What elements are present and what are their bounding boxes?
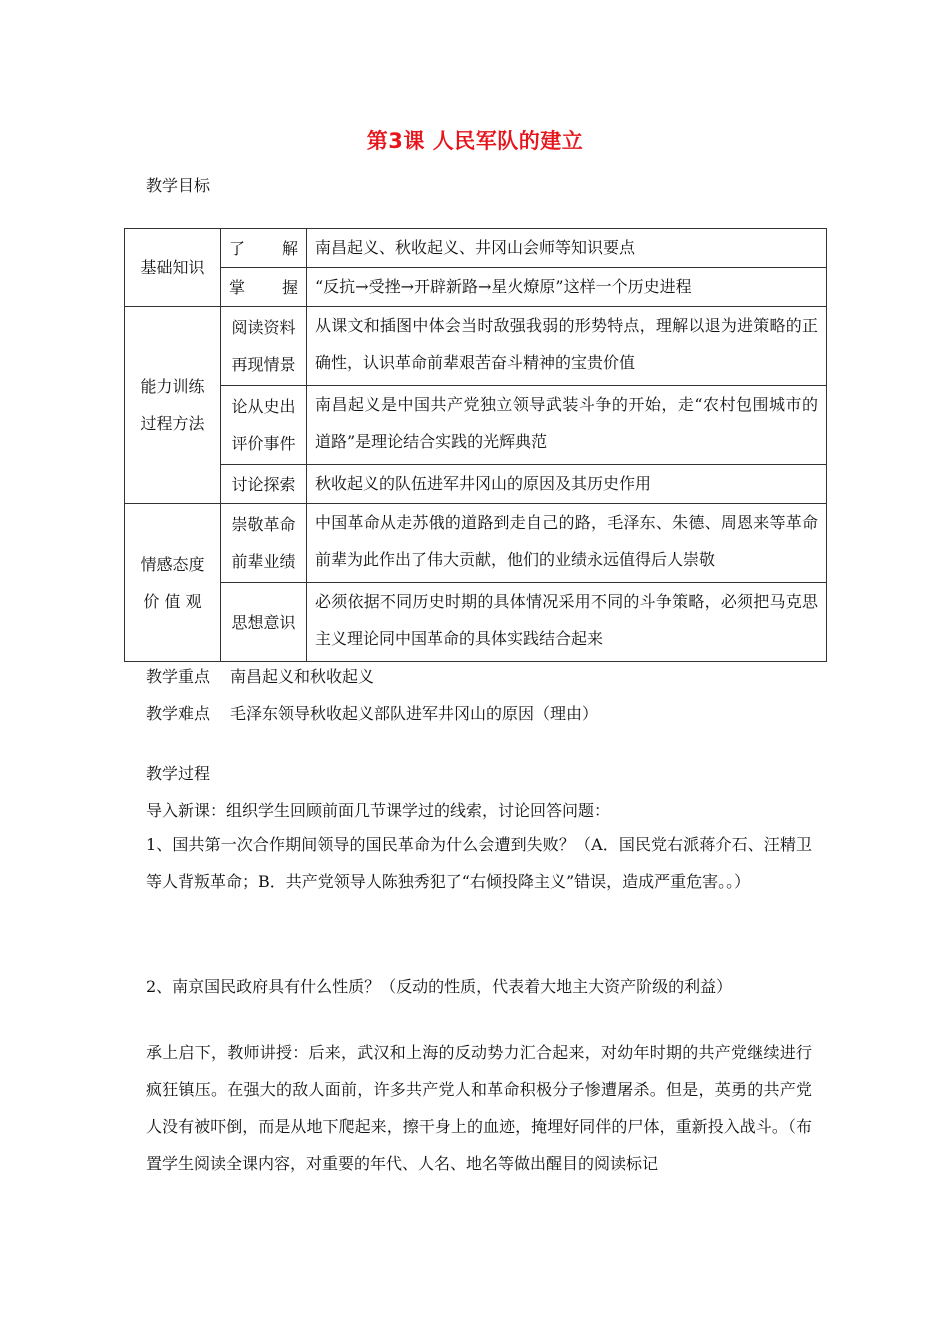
transition-paragraph: 承上启下，教师讲授：后来，武汉和上海的反动势力汇合起来，对幼年时期的共产党继续进行疯狂镇压。在强大的敌人面前，许多共产党人和革命积极分子惨遭屠杀。但是，英勇的共产党人没有被吓倒，而是从地下爬起来，擦干身上的血迹，掩埋好同伴的尸体，重新投入战斗。（布置学生阅读全课内容，对重要的年代、人名、地名等做出醒目的阅读标记 <box>146 1043 812 1173</box>
intro-text: 导入新课：组织学生回顾前面几节课学过的线索，讨论回答问题： <box>146 801 611 820</box>
goals-table <box>124 228 827 662</box>
desc-discuss: 秋收起义的队伍进军井冈山的原因及其历史作用 <box>307 465 827 504</box>
key-point-text: 南昌起义和秋收起义 <box>230 667 375 686</box>
category-emotion: 情感态度 价 值 观 <box>125 504 221 662</box>
sub-discuss: 讨论探索 <box>221 465 307 504</box>
desc-thought: 必须依据不同历史时期的具体情况采用不同的斗争策略，必须把马克思主义理论同中国革命的具体实践结合起来 <box>307 583 827 662</box>
sub-reading: 阅读资料 再现情景 <box>221 307 307 386</box>
desc-reading: 从课文和插图中体会当时敌强我弱的形势特点，理解以退为进策略的正确性，认识革命前辈艰苦奋斗精神的宝贵价值 <box>307 307 827 386</box>
page-title: 第3课 人民军队的建立 <box>366 129 584 153</box>
goals-heading: 教学目标 <box>146 176 211 195</box>
sub-evaluate: 论从史出 评价事件 <box>221 386 307 465</box>
key-point <box>146 667 374 687</box>
key-point-label: 教学重点 <box>146 667 211 686</box>
sub-thought: 思想意识 <box>221 583 307 662</box>
desc-understand: 南昌起义、秋收起义、井冈山会师等知识要点 <box>307 229 827 268</box>
category-ability: 能力训练 过程方法 <box>125 307 221 504</box>
desc-master: “反抗→受挫→开辟新路→星火燎原”这样一个历史进程 <box>307 268 827 307</box>
question-2: 2、南京国民政府具有什么性质？（反动的性质，代表着大地主大资产阶级的利益） <box>146 977 733 996</box>
sub-understand: 了 解 <box>221 229 307 268</box>
difficult-point-text: 毛泽东领导秋收起义部队进军井冈山的原因（理由） <box>230 704 599 723</box>
category-basic: 基础知识 <box>125 229 221 307</box>
difficult-point <box>146 704 598 724</box>
desc-respect: 中国革命从走苏俄的道路到走自己的路，毛泽东、朱德、周恩来等革命前辈为此作出了伟大贡献，他们的业绩永远值得后人崇敬 <box>307 504 827 583</box>
desc-evaluate: 南昌起义是中国共产党独立领导武装斗争的开始，走“农村包围城市的道路”是理论结合实践的光辉典范 <box>307 386 827 465</box>
sub-respect: 崇敬革命 前辈业绩 <box>221 504 307 583</box>
question-1: 1、国共第一次合作期间领导的国民革命为什么会遭到失败？（A．国民党右派蒋介石、汪精卫等人背叛革命；B．共产党领导人陈独秀犯了“右倾投降主义”错误，造成严重危害。。） <box>146 835 812 891</box>
sub-master: 掌 握 <box>221 268 307 307</box>
difficult-point-label: 教学难点 <box>146 704 211 723</box>
process-heading: 教学过程 <box>146 764 211 783</box>
